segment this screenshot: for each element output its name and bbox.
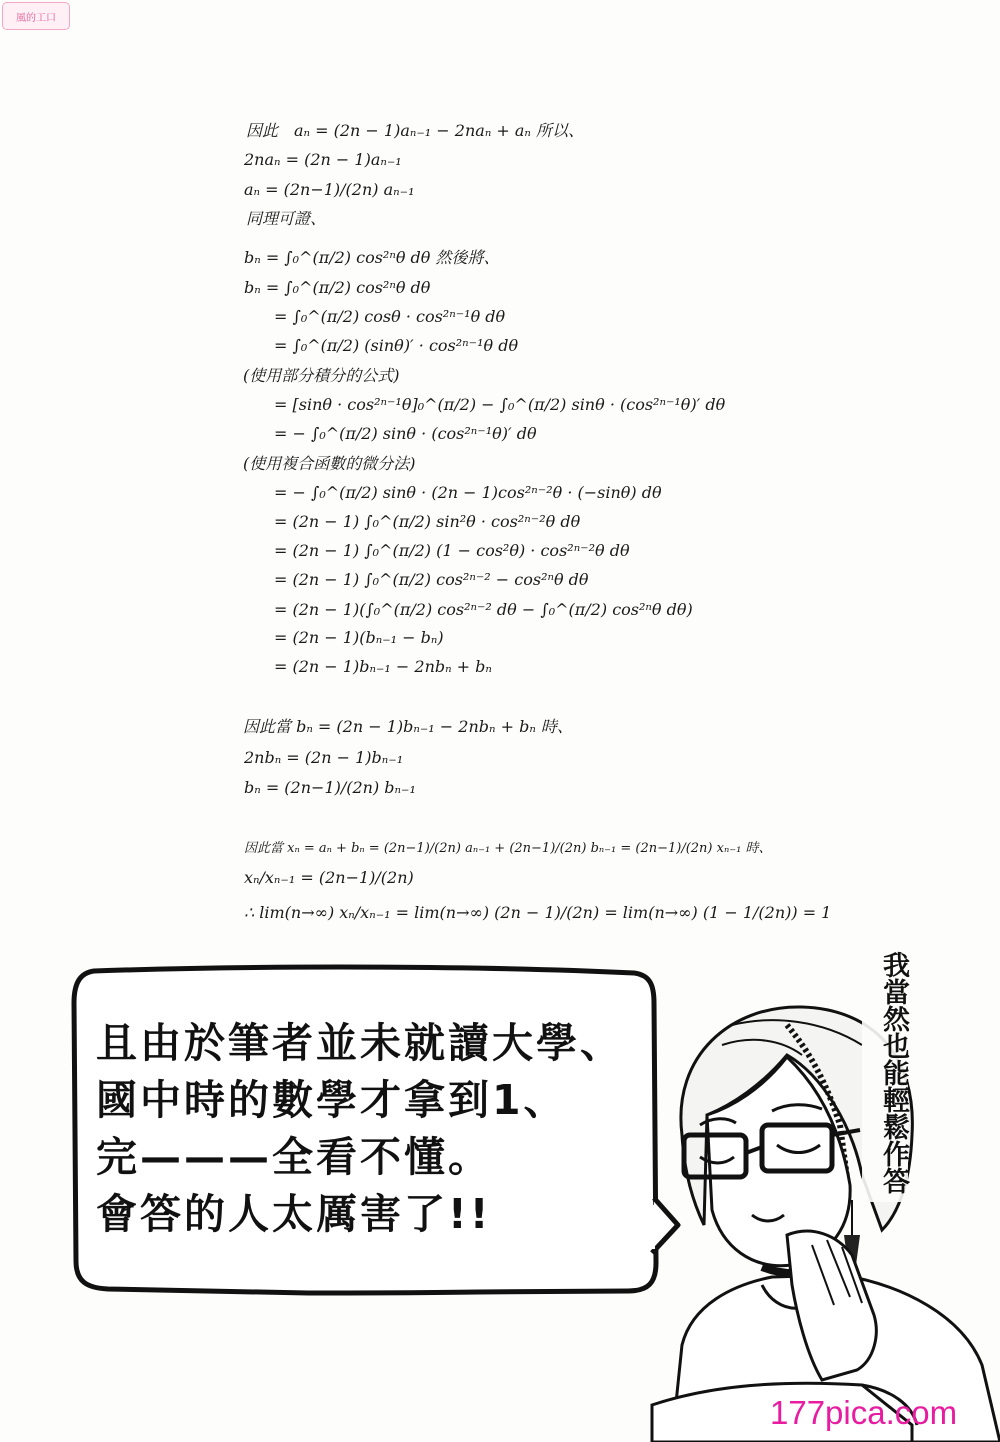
bubble-text xyxy=(96,1015,656,1243)
site-logo: 風的工口 xyxy=(2,2,70,30)
math-line: aₙ = (2n−1)/(2n) aₙ₋₁ xyxy=(244,180,415,199)
math-line: = (2n − 1)bₙ₋₁ − 2nbₙ + bₙ xyxy=(274,657,492,676)
math-line: = (2n − 1) ∫₀^(π/2) (1 − cos²θ) · cos²ⁿ⁻²θ dθ xyxy=(274,541,630,560)
bubble-line: 完———全看不懂。 xyxy=(96,1133,492,1181)
math-line: (使用部分積分的公式) xyxy=(243,366,400,385)
math-line: = [sinθ · cos²ⁿ⁻¹θ]₀^(π/2) − ∫₀^(π/2) sinθ · (cos²ⁿ⁻¹θ)′ dθ xyxy=(274,395,726,414)
math-line: = − ∫₀^(π/2) sinθ · (cos²ⁿ⁻¹θ)′ dθ xyxy=(274,424,537,443)
bubble-line: 且由於筆者並未就讀大學、 xyxy=(96,1019,624,1067)
math-line: bₙ = ∫₀^(π/2) cos²ⁿθ dθ xyxy=(244,278,431,297)
math-line: 2nbₙ = (2n − 1)bₙ₋₁ xyxy=(244,748,404,767)
math-line: ∴ lim(n→∞) xₙ/xₙ₋₁ = lim(n→∞) (2n − 1)/(2n) = lim(n→∞) (1 − 1/(2n)) = 1 xyxy=(244,903,832,922)
math-line: bₙ = ∫₀^(π/2) cos²ⁿθ dθ 然後將、 xyxy=(244,248,500,267)
math-line: (使用複合函數的微分法) xyxy=(243,454,416,473)
math-line: xₙ/xₙ₋₁ = (2n−1)/(2n) xyxy=(244,868,414,887)
site-watermark: 177pica.com xyxy=(770,1394,958,1431)
math-line: 因此當 xₙ = aₙ + bₙ = (2n−1)/(2n) aₙ₋₁ + (2n−1)/(2n) bₙ₋₁ = (2n−1)/(2n) xₙ₋₁ 時、 xyxy=(244,841,772,856)
math-line: 同理可證、 xyxy=(246,209,327,228)
math-line: = (2n − 1) ∫₀^(π/2) sin²θ · cos²ⁿ⁻²θ dθ xyxy=(274,512,581,531)
math-line: = − ∫₀^(π/2) sinθ · (2n − 1)cos²ⁿ⁻²θ · (−sinθ) dθ xyxy=(274,483,662,502)
math-line: 2naₙ = (2n − 1)aₙ₋₁ xyxy=(244,150,402,169)
math-line: 因此當 bₙ = (2n − 1)bₙ₋₁ − 2nbₙ + bₙ 時、 xyxy=(243,717,573,736)
bubble-line: 國中時的數學才拿到1、 xyxy=(96,1076,568,1124)
math-line: = ∫₀^(π/2) (sinθ)′ · cos²ⁿ⁻¹θ dθ xyxy=(274,336,519,355)
vertical-caption: 我當然也能輕鬆作答 xyxy=(862,942,908,1202)
math-line: = (2n − 1) ∫₀^(π/2) cos²ⁿ⁻² − cos²ⁿθ dθ xyxy=(274,570,589,589)
math-line: 因此 aₙ = (2n − 1)aₙ₋₁ − 2naₙ + aₙ 所以、 xyxy=(246,121,584,140)
math-line: = (2n − 1)(bₙ₋₁ − bₙ) xyxy=(274,628,444,647)
character-illustration xyxy=(612,985,1000,1442)
bubble-line: 會答的人太厲害了!! xyxy=(96,1190,492,1238)
math-line: bₙ = (2n−1)/(2n) bₙ₋₁ xyxy=(244,778,416,797)
math-line: = (2n − 1)(∫₀^(π/2) cos²ⁿ⁻² dθ − ∫₀^(π/2) cos²ⁿθ dθ) xyxy=(274,600,693,619)
math-line: = ∫₀^(π/2) cosθ · cos²ⁿ⁻¹θ dθ xyxy=(274,307,506,326)
